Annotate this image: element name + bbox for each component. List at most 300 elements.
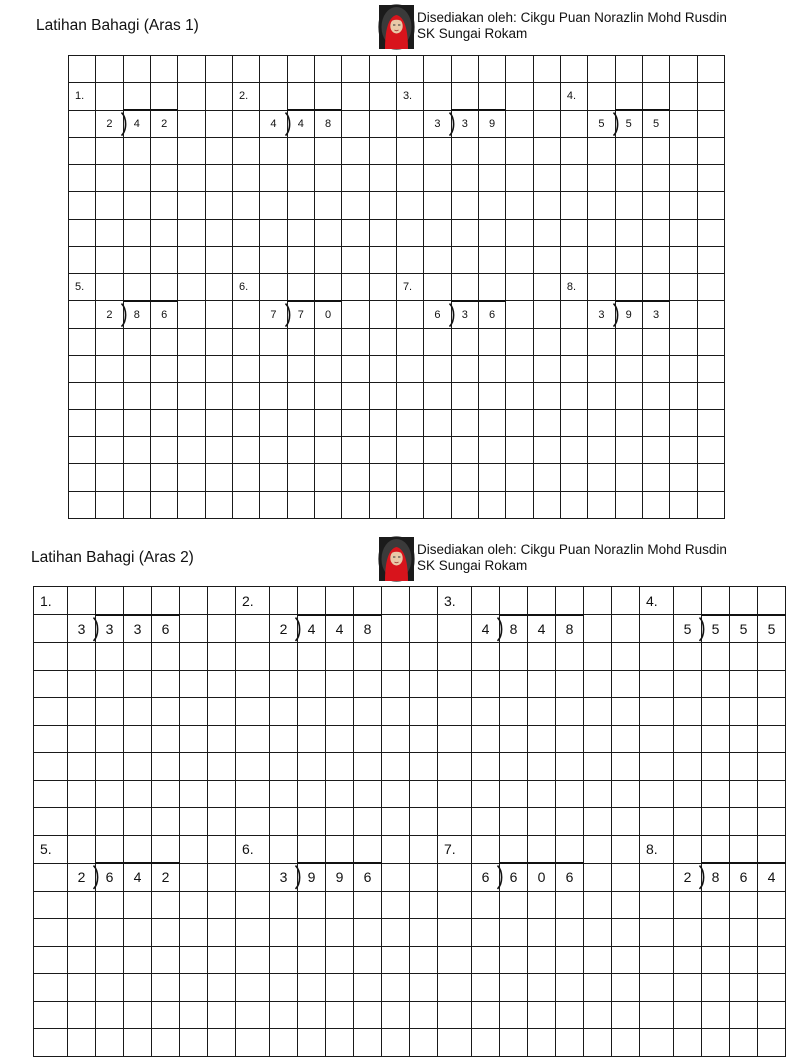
grid-cell[interactable] [640, 670, 674, 698]
grid-cell[interactable] [615, 83, 642, 111]
grid-cell[interactable] [533, 464, 560, 491]
grid-cell[interactable] [260, 383, 287, 410]
grid-cell[interactable] [232, 192, 259, 219]
grid-cell[interactable] [588, 138, 615, 165]
grid-cell[interactable] [500, 753, 528, 781]
grid-cell[interactable] [528, 946, 556, 974]
grid-cell[interactable] [298, 780, 326, 808]
grid-cell[interactable] [382, 670, 410, 698]
grid-cell[interactable] [205, 464, 232, 491]
grid-cell[interactable] [314, 83, 341, 111]
grid-cell[interactable] [438, 946, 472, 974]
grid-cell[interactable] [152, 1029, 180, 1057]
grid-cell[interactable] [270, 919, 298, 947]
grid-cell[interactable] [96, 383, 123, 410]
grid-cell[interactable] [730, 587, 758, 615]
grid-cell[interactable] [528, 1029, 556, 1057]
grid-cell[interactable] [584, 946, 612, 974]
grid-cell[interactable] [354, 698, 382, 726]
grid-cell[interactable] [438, 780, 472, 808]
grid-cell[interactable] [369, 491, 396, 518]
grid-cell[interactable] [697, 192, 724, 219]
grid-cell[interactable] [556, 1001, 584, 1029]
grid-cell[interactable] [34, 725, 68, 753]
grid-cell[interactable] [270, 974, 298, 1002]
grid-cell[interactable] [584, 891, 612, 919]
grid-cell[interactable] [208, 835, 236, 863]
grid-cell[interactable] [451, 83, 478, 111]
grid-cell[interactable] [205, 165, 232, 192]
grid-cell[interactable] [506, 464, 533, 491]
grid-cell[interactable] [236, 1029, 270, 1057]
grid-cell[interactable] [178, 491, 205, 518]
grid-cell[interactable] [180, 587, 208, 615]
grid-cell[interactable] [68, 919, 96, 947]
grid-cell[interactable] [451, 138, 478, 165]
grid-cell[interactable] [354, 643, 382, 671]
grid-cell[interactable] [68, 725, 96, 753]
grid-cell[interactable] [702, 780, 730, 808]
grid-cell[interactable] [533, 110, 560, 138]
grid-cell[interactable] [382, 587, 410, 615]
grid-cell[interactable] [314, 383, 341, 410]
grid-cell[interactable] [642, 356, 669, 383]
grid-cell[interactable] [478, 56, 505, 83]
grid-cell[interactable] [506, 110, 533, 138]
grid-cell[interactable] [758, 587, 786, 615]
grid-cell[interactable] [697, 491, 724, 518]
grid-cell[interactable] [588, 410, 615, 437]
grid-cell[interactable] [730, 698, 758, 726]
grid-cell[interactable] [506, 301, 533, 329]
grid-cell[interactable] [615, 383, 642, 410]
grid-cell[interactable] [178, 219, 205, 246]
grid-cell[interactable] [478, 410, 505, 437]
grid-cell[interactable] [451, 192, 478, 219]
grid-cell[interactable] [369, 383, 396, 410]
grid-cell[interactable] [150, 246, 177, 273]
grid-cell[interactable] [178, 138, 205, 165]
grid-cell[interactable] [556, 891, 584, 919]
grid-cell[interactable] [697, 56, 724, 83]
grid-cell[interactable] [670, 356, 697, 383]
grid-cell[interactable] [642, 491, 669, 518]
grid-cell[interactable] [670, 410, 697, 437]
grid-cell[interactable] [287, 437, 314, 464]
grid-cell[interactable] [150, 165, 177, 192]
grid-cell[interactable] [260, 219, 287, 246]
grid-cell[interactable] [68, 835, 96, 863]
grid-cell[interactable] [314, 491, 341, 518]
grid-cell[interactable] [236, 615, 270, 643]
grid-cell[interactable] [697, 410, 724, 437]
grid-cell[interactable] [642, 83, 669, 111]
grid-cell[interactable] [270, 946, 298, 974]
grid-cell[interactable] [472, 1001, 500, 1029]
grid-cell[interactable] [34, 698, 68, 726]
grid-cell[interactable] [236, 808, 270, 836]
grid-cell[interactable] [472, 835, 500, 863]
grid-cell[interactable] [232, 464, 259, 491]
grid-cell[interactable] [326, 891, 354, 919]
grid-cell[interactable] [96, 808, 124, 836]
grid-cell[interactable] [96, 219, 123, 246]
grid-cell[interactable] [152, 670, 180, 698]
grid-cell[interactable] [478, 464, 505, 491]
grid-cell[interactable] [674, 587, 702, 615]
grid-cell[interactable] [369, 246, 396, 273]
grid-cell[interactable] [396, 328, 423, 355]
grid-cell[interactable] [382, 946, 410, 974]
grid-cell[interactable] [560, 110, 587, 138]
grid-cell[interactable] [615, 328, 642, 355]
grid-cell[interactable] [472, 946, 500, 974]
grid-cell[interactable] [640, 1029, 674, 1057]
grid-cell[interactable] [124, 1001, 152, 1029]
grid-cell[interactable] [69, 192, 96, 219]
grid-cell[interactable] [612, 1001, 640, 1029]
grid-cell[interactable] [528, 725, 556, 753]
grid-cell[interactable] [205, 138, 232, 165]
grid-cell[interactable] [124, 725, 152, 753]
grid-cell[interactable] [180, 670, 208, 698]
grid-cell[interactable] [205, 383, 232, 410]
grid-cell[interactable] [424, 437, 451, 464]
grid-cell[interactable] [674, 974, 702, 1002]
grid-cell[interactable] [424, 83, 451, 111]
grid-cell[interactable] [178, 56, 205, 83]
grid-cell[interactable] [152, 808, 180, 836]
grid-cell[interactable] [270, 643, 298, 671]
grid-cell[interactable] [528, 919, 556, 947]
grid-cell[interactable] [612, 919, 640, 947]
grid-cell[interactable] [270, 891, 298, 919]
grid-cell[interactable] [528, 587, 556, 615]
grid-cell[interactable] [702, 1029, 730, 1057]
grid-cell[interactable] [298, 946, 326, 974]
grid-cell[interactable] [674, 670, 702, 698]
grid-cell[interactable] [697, 219, 724, 246]
grid-cell[interactable] [68, 974, 96, 1002]
grid-cell[interactable] [642, 192, 669, 219]
grid-cell[interactable] [560, 328, 587, 355]
grid-cell[interactable] [670, 301, 697, 329]
grid-cell[interactable] [506, 328, 533, 355]
grid-cell[interactable] [298, 919, 326, 947]
grid-cell[interactable] [533, 192, 560, 219]
grid-cell[interactable] [758, 643, 786, 671]
grid-cell[interactable] [642, 56, 669, 83]
grid-cell[interactable] [205, 110, 232, 138]
grid-cell[interactable] [588, 328, 615, 355]
grid-cell[interactable] [270, 753, 298, 781]
grid-cell[interactable] [68, 643, 96, 671]
grid-cell[interactable] [615, 246, 642, 273]
grid-cell[interactable] [697, 110, 724, 138]
grid-cell[interactable] [424, 165, 451, 192]
grid-cell[interactable] [697, 356, 724, 383]
grid-cell[interactable] [506, 219, 533, 246]
grid-cell[interactable] [96, 919, 124, 947]
grid-cell[interactable] [640, 808, 674, 836]
grid-cell[interactable] [556, 835, 584, 863]
grid-cell[interactable] [451, 219, 478, 246]
grid-cell[interactable] [232, 56, 259, 83]
grid-cell[interactable] [382, 808, 410, 836]
grid-cell[interactable] [612, 643, 640, 671]
grid-cell[interactable] [298, 670, 326, 698]
grid-cell[interactable] [208, 615, 236, 643]
grid-cell[interactable] [642, 165, 669, 192]
grid-cell[interactable] [150, 273, 177, 301]
grid-cell[interactable] [500, 780, 528, 808]
grid-cell[interactable] [236, 780, 270, 808]
grid-cell[interactable] [298, 587, 326, 615]
grid-cell[interactable] [270, 698, 298, 726]
grid-cell[interactable] [500, 1029, 528, 1057]
grid-cell[interactable] [287, 165, 314, 192]
grid-cell[interactable] [758, 698, 786, 726]
grid-cell[interactable] [584, 698, 612, 726]
grid-cell[interactable] [478, 246, 505, 273]
grid-cell[interactable] [314, 273, 341, 301]
grid-cell[interactable] [152, 891, 180, 919]
grid-cell[interactable] [500, 946, 528, 974]
grid-cell[interactable] [298, 1001, 326, 1029]
grid-cell[interactable] [326, 670, 354, 698]
grid-cell[interactable] [287, 246, 314, 273]
grid-cell[interactable] [556, 753, 584, 781]
grid-cell[interactable] [124, 835, 152, 863]
grid-cell[interactable] [642, 410, 669, 437]
grid-cell[interactable] [560, 491, 587, 518]
grid-cell[interactable] [260, 273, 287, 301]
grid-cell[interactable] [150, 410, 177, 437]
grid-cell[interactable] [438, 919, 472, 947]
grid-cell[interactable] [584, 1029, 612, 1057]
grid-cell[interactable] [236, 1001, 270, 1029]
grid-cell[interactable] [670, 165, 697, 192]
grid-cell[interactable] [424, 219, 451, 246]
grid-cell[interactable] [96, 698, 124, 726]
grid-cell[interactable] [298, 643, 326, 671]
grid-cell[interactable] [205, 491, 232, 518]
grid-cell[interactable] [615, 273, 642, 301]
grid-cell[interactable] [354, 946, 382, 974]
grid-cell[interactable] [528, 698, 556, 726]
grid-cell[interactable] [208, 698, 236, 726]
grid-cell[interactable] [342, 192, 369, 219]
grid-cell[interactable] [123, 219, 150, 246]
grid-cell[interactable] [287, 410, 314, 437]
grid-cell[interactable] [68, 670, 96, 698]
grid-cell[interactable] [180, 946, 208, 974]
grid-cell[interactable] [584, 919, 612, 947]
grid-cell[interactable] [123, 383, 150, 410]
grid-cell[interactable] [556, 780, 584, 808]
grid-cell[interactable] [326, 919, 354, 947]
grid-cell[interactable] [208, 643, 236, 671]
grid-cell[interactable] [615, 56, 642, 83]
grid-cell[interactable] [96, 1001, 124, 1029]
grid-cell[interactable] [396, 165, 423, 192]
grid-cell[interactable] [68, 1001, 96, 1029]
grid-cell[interactable] [96, 974, 124, 1002]
grid-cell[interactable] [326, 587, 354, 615]
grid-cell[interactable] [670, 328, 697, 355]
grid-cell[interactable] [69, 56, 96, 83]
grid-cell[interactable] [500, 835, 528, 863]
grid-cell[interactable] [152, 725, 180, 753]
grid-cell[interactable] [642, 437, 669, 464]
grid-cell[interactable] [702, 919, 730, 947]
grid-cell[interactable] [123, 138, 150, 165]
grid-cell[interactable] [96, 138, 123, 165]
grid-cell[interactable] [556, 725, 584, 753]
grid-cell[interactable] [528, 835, 556, 863]
grid-cell[interactable] [438, 698, 472, 726]
grid-cell[interactable] [326, 946, 354, 974]
grid-cell[interactable] [451, 437, 478, 464]
grid-cell[interactable] [96, 464, 123, 491]
grid-cell[interactable] [382, 1001, 410, 1029]
grid-cell[interactable] [69, 383, 96, 410]
grid-cell[interactable] [270, 670, 298, 698]
grid-cell[interactable] [528, 974, 556, 1002]
grid-cell[interactable] [506, 246, 533, 273]
grid-cell[interactable] [640, 919, 674, 947]
grid-cell[interactable] [270, 725, 298, 753]
grid-cell[interactable] [560, 464, 587, 491]
grid-cell[interactable] [697, 437, 724, 464]
grid-cell[interactable] [123, 165, 150, 192]
grid-cell[interactable] [674, 780, 702, 808]
grid-cell[interactable] [178, 246, 205, 273]
grid-cell[interactable] [152, 753, 180, 781]
grid-cell[interactable] [208, 753, 236, 781]
grid-cell[interactable] [533, 219, 560, 246]
grid-cell[interactable] [528, 670, 556, 698]
grid-cell[interactable] [588, 464, 615, 491]
grid-cell[interactable] [369, 437, 396, 464]
grid-cell[interactable] [533, 273, 560, 301]
grid-cell[interactable] [640, 643, 674, 671]
grid-cell[interactable] [34, 643, 68, 671]
grid-cell[interactable] [615, 219, 642, 246]
grid-cell[interactable] [123, 192, 150, 219]
grid-cell[interactable] [69, 464, 96, 491]
grid-cell[interactable] [69, 356, 96, 383]
grid-cell[interactable] [34, 1029, 68, 1057]
grid-cell[interactable] [298, 753, 326, 781]
grid-cell[interactable] [68, 891, 96, 919]
grid-cell[interactable] [560, 410, 587, 437]
grid-cell[interactable] [124, 974, 152, 1002]
grid-cell[interactable] [152, 587, 180, 615]
grid-cell[interactable] [560, 56, 587, 83]
grid-cell[interactable] [758, 974, 786, 1002]
grid-cell[interactable] [670, 383, 697, 410]
grid-cell[interactable] [298, 808, 326, 836]
grid-cell[interactable] [354, 780, 382, 808]
grid-cell[interactable] [730, 974, 758, 1002]
grid-cell[interactable] [236, 863, 270, 891]
grid-cell[interactable] [615, 138, 642, 165]
grid-cell[interactable] [96, 670, 124, 698]
grid-cell[interactable] [178, 437, 205, 464]
grid-cell[interactable] [615, 437, 642, 464]
grid-cell[interactable] [69, 138, 96, 165]
grid-cell[interactable] [178, 301, 205, 329]
grid-cell[interactable] [96, 1029, 124, 1057]
grid-cell[interactable] [588, 356, 615, 383]
grid-cell[interactable] [410, 1001, 438, 1029]
grid-cell[interactable] [642, 273, 669, 301]
grid-cell[interactable] [758, 919, 786, 947]
grid-cell[interactable] [287, 83, 314, 111]
grid-cell[interactable] [584, 1001, 612, 1029]
grid-cell[interactable] [410, 753, 438, 781]
grid-cell[interactable] [396, 410, 423, 437]
grid-cell[interactable] [588, 192, 615, 219]
grid-cell[interactable] [640, 725, 674, 753]
grid-cell[interactable] [180, 835, 208, 863]
grid-cell[interactable] [702, 946, 730, 974]
grid-cell[interactable] [369, 165, 396, 192]
grid-cell[interactable] [702, 808, 730, 836]
grid-cell[interactable] [697, 464, 724, 491]
grid-cell[interactable] [314, 56, 341, 83]
grid-cell[interactable] [584, 974, 612, 1002]
grid-cell[interactable] [369, 192, 396, 219]
grid-cell[interactable] [612, 725, 640, 753]
grid-cell[interactable] [152, 919, 180, 947]
grid-cell[interactable] [354, 753, 382, 781]
grid-cell[interactable] [588, 56, 615, 83]
grid-cell[interactable] [674, 1001, 702, 1029]
grid-cell[interactable] [180, 1001, 208, 1029]
grid-cell[interactable] [382, 974, 410, 1002]
grid-cell[interactable] [123, 83, 150, 111]
grid-cell[interactable] [180, 753, 208, 781]
grid-cell[interactable] [528, 780, 556, 808]
grid-cell[interactable] [68, 946, 96, 974]
grid-cell[interactable] [287, 383, 314, 410]
grid-cell[interactable] [612, 835, 640, 863]
grid-cell[interactable] [287, 192, 314, 219]
grid-cell[interactable] [396, 356, 423, 383]
grid-cell[interactable] [232, 328, 259, 355]
grid-cell[interactable] [260, 192, 287, 219]
grid-cell[interactable] [533, 410, 560, 437]
grid-cell[interactable] [410, 1029, 438, 1057]
grid-cell[interactable] [69, 328, 96, 355]
grid-cell[interactable] [533, 301, 560, 329]
grid-cell[interactable] [178, 110, 205, 138]
grid-cell[interactable] [298, 725, 326, 753]
grid-cell[interactable] [560, 356, 587, 383]
grid-cell[interactable] [670, 273, 697, 301]
grid-cell[interactable] [670, 464, 697, 491]
grid-cell[interactable] [68, 587, 96, 615]
grid-cell[interactable] [730, 946, 758, 974]
grid-cell[interactable] [702, 587, 730, 615]
grid-cell[interactable] [236, 670, 270, 698]
grid-cell[interactable] [506, 273, 533, 301]
grid-cell[interactable] [584, 863, 612, 891]
grid-cell[interactable] [396, 301, 423, 329]
grid-cell[interactable] [34, 863, 68, 891]
